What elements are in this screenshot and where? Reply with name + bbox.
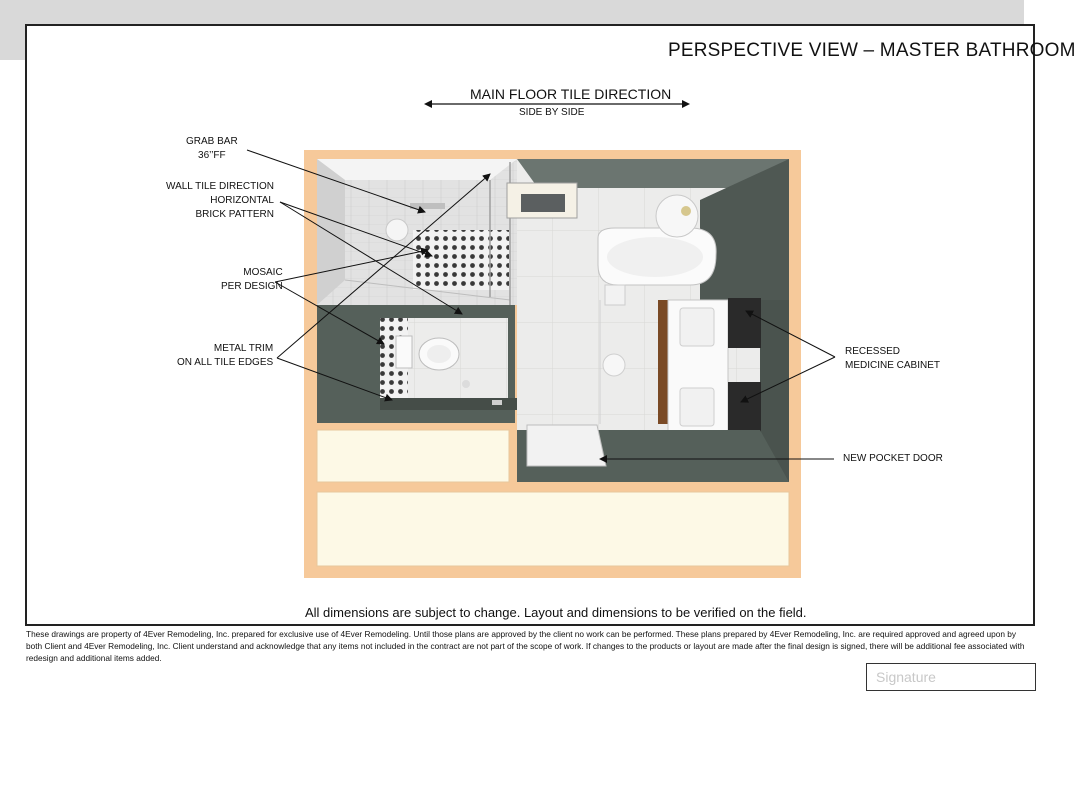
tub-filler	[656, 195, 698, 237]
signature-field[interactable]	[866, 663, 1036, 691]
signature-placeholder: Signature	[876, 669, 936, 685]
shower-enclosure	[317, 159, 517, 310]
dimensions-note: All dimensions are subject to change. Layout and dimensions to be verified on the field.	[305, 605, 807, 620]
main-bathroom	[507, 159, 789, 482]
disclaimer-text: These drawings are property of 4Ever Remodeling, Inc. prepared for exclusive use of 4Ever Remodeling. Until those plans are approved by the client no work can be performed. These plans prepared by 4Ever Remodeling, Inc. are required approved and agreed upon by both Client and 4Ever Remodeling, Inc. Client understand and acknowledge that any items not included in the contract are not part of the scope of work. If changes to the products or layout are made after the final design is signed, there will be additional fee associated with redesign and additional items added.	[26, 629, 1025, 663]
medicine-cabinet-top	[728, 298, 761, 348]
cream-area-large	[317, 492, 789, 566]
callout-grab-bar: GRAB BAR 36’’FF	[186, 136, 238, 161]
pocket-door	[527, 425, 606, 466]
callout-pocket-door: NEW POCKET DOOR	[843, 453, 943, 464]
vanity-cabinet	[658, 300, 668, 424]
callout-medicine-cabinet: RECESSED MEDICINE CABINET	[845, 346, 941, 371]
floor-tile-direction-subheading: SIDE BY SIDE	[519, 107, 585, 118]
callout-mosaic: MOSAIC PER DESIGN	[221, 267, 283, 292]
callout-metal-trim: METAL TRIM ON ALL TILE EDGES	[177, 343, 274, 368]
callout-wall-tile: WALL TILE DIRECTION HORIZONTAL BRICK PATTERN	[166, 181, 274, 220]
shower-mosaic-panel	[413, 230, 509, 290]
cream-area-small	[317, 430, 509, 482]
floor-tile-direction-heading: MAIN FLOOR TILE DIRECTION	[470, 86, 672, 102]
page-title: PERSPECTIVE VIEW – MASTER BATHROOM	[668, 40, 1076, 61]
